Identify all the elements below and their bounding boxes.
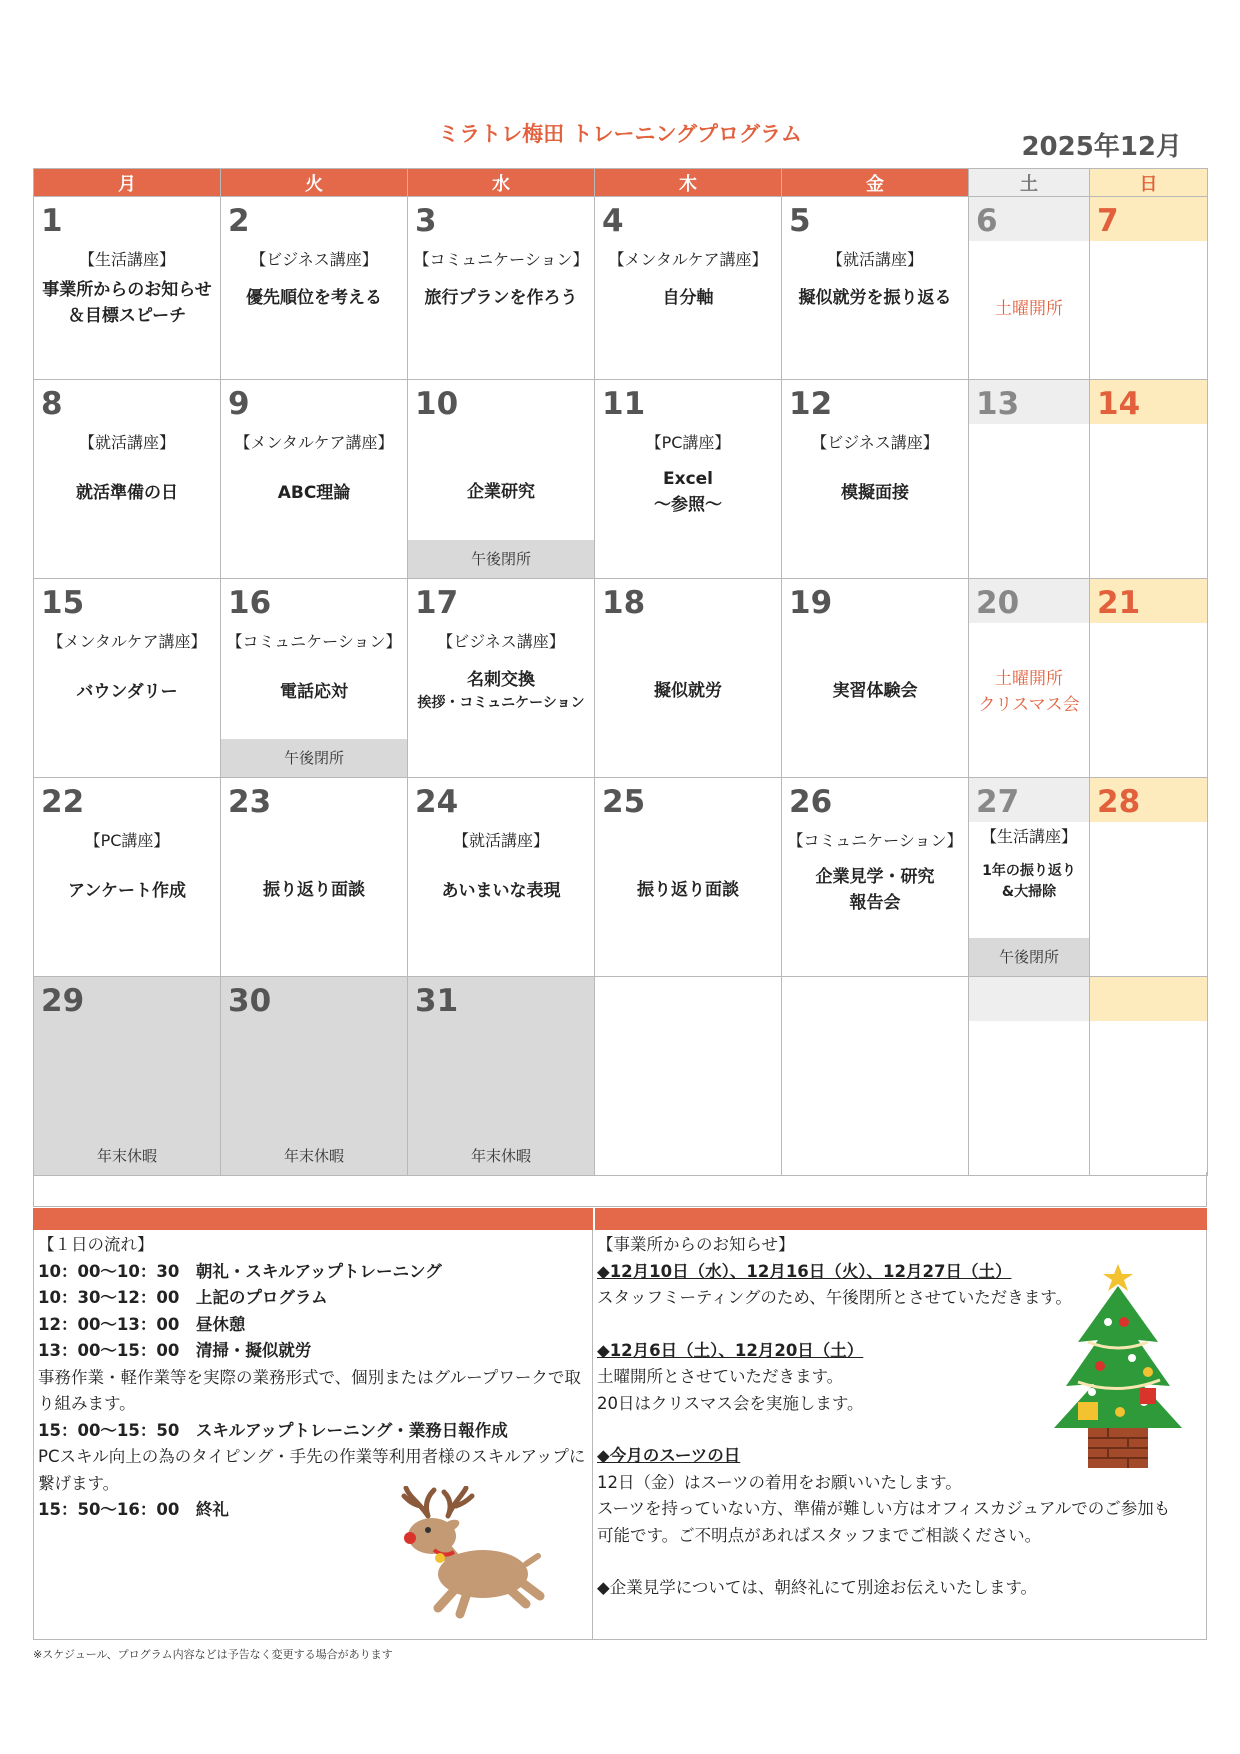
notice-text: スーツを持っていない方、準備が難しい方はオフィスカジュアルでのご参加も可能です。ご不明点があればスタッフまでご相談ください。 bbox=[597, 1499, 1171, 1545]
weekday-mon: 月 bbox=[34, 169, 221, 197]
day-cell-sunday bbox=[1090, 380, 1208, 579]
year-end-holiday-label: 年末休暇 bbox=[96, 1147, 157, 1165]
day-number: 25 bbox=[602, 784, 646, 820]
day-cell bbox=[595, 197, 782, 380]
day-cell-sunday bbox=[1090, 778, 1208, 977]
day-number: 14 bbox=[1090, 380, 1207, 424]
event-category: 【PC講座】 bbox=[645, 433, 731, 452]
info-section bbox=[33, 1208, 1207, 1641]
event-category: 【コミュニケーション】 bbox=[787, 831, 963, 850]
afternoon-closed-badge: 午後閉所 bbox=[221, 739, 407, 777]
day-cell bbox=[221, 380, 408, 579]
weekday-sun: 日 bbox=[1090, 169, 1208, 197]
notice-title: 【事業所からのお知らせ】 bbox=[597, 1235, 795, 1254]
day-number: 8 bbox=[41, 386, 63, 422]
day-number: 24 bbox=[415, 784, 459, 820]
day-cell-holiday bbox=[408, 977, 595, 1176]
day-cell-empty bbox=[782, 977, 969, 1176]
day-number: 31 bbox=[415, 983, 459, 1019]
day-cell-sunday bbox=[1090, 197, 1208, 380]
notice-heading: ◆12月6日（土）、12月20日（土） bbox=[597, 1340, 864, 1360]
event-category: 【コミュニケーション】 bbox=[226, 632, 402, 651]
event-category: 【ビジネス講座】 bbox=[250, 250, 378, 269]
event-category: 【PC講座】 bbox=[84, 831, 170, 850]
year-end-holiday-label: 年末休暇 bbox=[283, 1147, 344, 1165]
schedule-line: 13：00～15：00 清掃・擬似就労 bbox=[38, 1341, 312, 1360]
event-title: バウンダリー bbox=[76, 682, 178, 702]
day-number: 4 bbox=[602, 203, 624, 239]
event-category: 【生活講座】 bbox=[78, 250, 175, 269]
event-title: 実習体験会 bbox=[832, 681, 918, 701]
day-cell bbox=[34, 380, 221, 579]
weekday-wed: 水 bbox=[408, 169, 595, 197]
day-cell bbox=[782, 380, 969, 579]
notice-text: スタッフミーティングのため、午後閉所とさせていただきます。 bbox=[597, 1288, 1072, 1307]
event-title: 電話応対 bbox=[280, 682, 348, 702]
day-number: 21 bbox=[1090, 579, 1207, 623]
day-number: 28 bbox=[1090, 778, 1207, 822]
notice-heading: ◆12月10日（水）、12月16日（火）、12月27日（土） bbox=[597, 1261, 1012, 1281]
daily-flow-title: 【１日の流れ】 bbox=[38, 1235, 154, 1254]
event-title: Excel ～参照～ bbox=[654, 469, 722, 515]
event-category: 【メンタルケア講座】 bbox=[608, 250, 768, 269]
notice-text: ◆企業見学については、朝終礼にて別途お伝えいたします。 bbox=[597, 1578, 1038, 1597]
event-title: 就活準備の日 bbox=[76, 483, 178, 503]
event-title: ABC理論 bbox=[277, 483, 351, 503]
day-number: 15 bbox=[41, 585, 85, 621]
day-cell-sunday bbox=[1090, 579, 1208, 778]
event-title: 企業見学・研究 報告会 bbox=[815, 867, 935, 913]
page-title: ミラトレ梅田 トレーニングプログラム bbox=[438, 122, 802, 146]
day-cell bbox=[221, 197, 408, 380]
day-cell bbox=[221, 579, 408, 778]
calendar-week bbox=[34, 778, 1208, 977]
day-cell bbox=[782, 579, 969, 778]
day-cell bbox=[595, 778, 782, 977]
event-title: 擬似就労を振り返る bbox=[798, 288, 952, 308]
day-cell-saturday bbox=[969, 197, 1090, 380]
day-cell-saturday bbox=[969, 579, 1090, 778]
event-title: アンケート作成 bbox=[68, 881, 186, 901]
notice-text: 土曜開所とさせていただきます。 bbox=[597, 1367, 844, 1386]
saturday-open-note: 土曜開所 クリスマス会 bbox=[978, 669, 1080, 715]
saturday-open-note: 土曜開所 bbox=[995, 299, 1063, 319]
day-number: 20 bbox=[969, 579, 1089, 623]
event-category: 【ビジネス講座】 bbox=[437, 632, 565, 651]
day-number: 10 bbox=[415, 386, 459, 422]
event-title: 旅行プランを作ろう bbox=[424, 288, 578, 308]
day-number: 11 bbox=[602, 386, 646, 422]
calendar-week bbox=[34, 977, 1208, 1176]
event-title: 振り返り面談 bbox=[263, 880, 365, 900]
day-number: 13 bbox=[969, 380, 1089, 424]
day-cell-empty bbox=[1090, 977, 1208, 1176]
event-category: 【就活講座】 bbox=[452, 831, 549, 850]
day-cell-saturday bbox=[969, 380, 1090, 579]
event-title: 模擬面接 bbox=[841, 483, 909, 503]
day-cell bbox=[408, 778, 595, 977]
event-category: 【生活講座】 bbox=[980, 827, 1077, 846]
schedule-line: 15：00～15：50 スキルアップトレーニング・業務日報作成 bbox=[38, 1420, 508, 1440]
weekday-header bbox=[34, 169, 1208, 197]
schedule-line: 15：50～16：00 終礼 bbox=[38, 1500, 229, 1519]
day-number: 23 bbox=[228, 784, 272, 820]
day-number: 9 bbox=[228, 386, 250, 422]
event-title: 事業所からのお知らせ ＆目標スピーチ bbox=[42, 280, 212, 326]
schedule-description: PCスキル向上の為のタイピング・手先の作業等利用者様のスキルアップに繋げます。 bbox=[38, 1447, 586, 1493]
afternoon-closed-badge: 午後閉所 bbox=[408, 540, 594, 578]
day-cell-saturday bbox=[969, 778, 1090, 977]
day-number: 2 bbox=[228, 203, 250, 239]
day-cell bbox=[408, 579, 595, 778]
day-number: 22 bbox=[41, 784, 85, 820]
event-category: 【メンタルケア講座】 bbox=[234, 433, 394, 452]
notice-text: 12日（金）はスーツの着用をお願いいたします。 bbox=[597, 1472, 962, 1492]
day-number: 12 bbox=[789, 386, 833, 422]
day-cell bbox=[782, 778, 969, 977]
event-title: 擬似就労 bbox=[654, 681, 722, 701]
weekday-fri: 金 bbox=[782, 169, 969, 197]
day-cell-holiday bbox=[34, 977, 221, 1176]
calendar-grid bbox=[33, 168, 1208, 1176]
day-number: 16 bbox=[228, 585, 272, 621]
event-category: 【就活講座】 bbox=[78, 433, 175, 452]
schedule-description: 事務作業・軽作業等を実際の業務形式で、個別またはグループワークで取り組みます。 bbox=[38, 1367, 581, 1413]
day-cell-holiday bbox=[221, 977, 408, 1176]
event-title: 名刺交換 bbox=[467, 670, 535, 690]
day-number: 18 bbox=[602, 585, 646, 621]
day-number: 1 bbox=[41, 203, 63, 239]
reindeer-illustration bbox=[388, 1486, 548, 1626]
day-number: 5 bbox=[789, 203, 811, 239]
christmas-tree-illustration bbox=[1048, 1262, 1188, 1472]
day-number: 29 bbox=[41, 983, 85, 1019]
day-cell-empty bbox=[969, 977, 1090, 1176]
afternoon-closed-badge: 午後閉所 bbox=[969, 938, 1089, 976]
day-number: 17 bbox=[415, 585, 459, 621]
event-title: 優先順位を考える bbox=[246, 288, 382, 308]
day-cell bbox=[408, 197, 595, 380]
day-number: 30 bbox=[228, 983, 272, 1019]
weekday-sat: 土 bbox=[969, 169, 1090, 197]
day-number: 27 bbox=[969, 778, 1089, 822]
event-subtitle: 挨拶・コミュニケーション bbox=[417, 694, 585, 711]
day-number: 7 bbox=[1090, 197, 1207, 241]
event-title: 企業研究 bbox=[467, 482, 535, 502]
event-category: 【ビジネス講座】 bbox=[811, 433, 939, 452]
day-cell-empty bbox=[595, 977, 782, 1176]
weekday-tue: 火 bbox=[221, 169, 408, 197]
day-number: 3 bbox=[415, 203, 437, 239]
notice-heading: ◆今月のスーツの日 bbox=[597, 1446, 741, 1465]
calendar-footer-row bbox=[33, 1172, 1207, 1207]
day-cell bbox=[34, 778, 221, 977]
day-cell bbox=[782, 197, 969, 380]
event-title: 1年の振り返り &大掃除 bbox=[982, 863, 1076, 900]
info-header-bar bbox=[33, 1208, 1207, 1230]
day-number: 19 bbox=[789, 585, 833, 621]
event-title: あいまいな表現 bbox=[441, 881, 561, 901]
event-category: 【就活講座】 bbox=[826, 250, 923, 269]
footnote: ※スケジュール、プログラム内容などは予告なく変更する場合があります bbox=[33, 1648, 393, 1661]
event-category: 【メンタルケア講座】 bbox=[47, 632, 207, 651]
calendar-week bbox=[34, 197, 1208, 380]
event-title: 自分軸 bbox=[662, 288, 714, 308]
calendar-week bbox=[34, 380, 1208, 579]
schedule-line: 10：00～10：30 朝礼・スキルアップトレーニング bbox=[38, 1261, 442, 1281]
day-cell bbox=[595, 579, 782, 778]
event-title: 振り返り面談 bbox=[637, 880, 739, 900]
notice-text: 20日はクリスマス会を実施します。 bbox=[597, 1393, 864, 1413]
year-end-holiday-label: 年末休暇 bbox=[470, 1147, 531, 1165]
month-label: 2025年12月 bbox=[1021, 132, 1182, 162]
day-number: 26 bbox=[789, 784, 833, 820]
day-cell bbox=[34, 197, 221, 380]
day-number: 6 bbox=[969, 197, 1089, 241]
day-cell bbox=[408, 380, 595, 579]
calendar-week bbox=[34, 579, 1208, 778]
schedule-line: 12：00～13：00 昼休憩 bbox=[38, 1314, 246, 1334]
day-cell bbox=[34, 579, 221, 778]
event-category: 【コミュニケーション】 bbox=[413, 250, 589, 269]
weekday-thu: 木 bbox=[595, 169, 782, 197]
day-cell bbox=[595, 380, 782, 579]
day-cell bbox=[221, 778, 408, 977]
schedule-line: 10：30～12：00 上記のプログラム bbox=[38, 1288, 328, 1307]
